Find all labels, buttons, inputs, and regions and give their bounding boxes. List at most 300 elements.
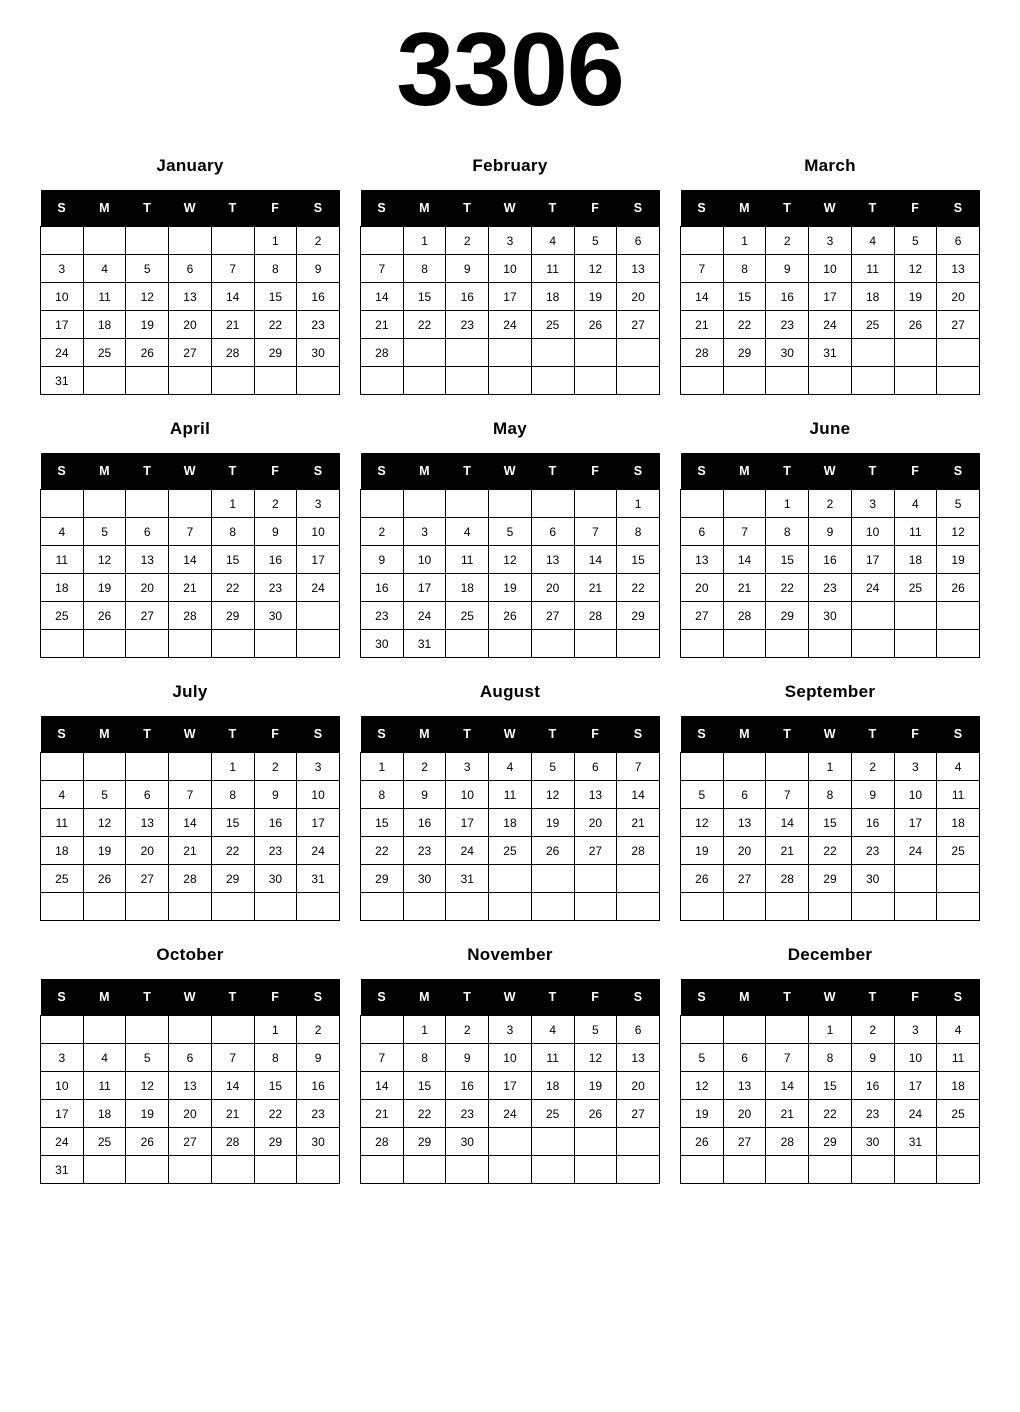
- day-cell[interactable]: 22: [403, 311, 446, 339]
- day-cell[interactable]: 29: [617, 602, 660, 630]
- day-cell[interactable]: 3: [894, 753, 937, 781]
- day-cell[interactable]: 6: [126, 518, 169, 546]
- day-cell[interactable]: 30: [851, 1128, 894, 1156]
- day-cell[interactable]: 28: [574, 602, 617, 630]
- day-cell[interactable]: 12: [489, 546, 532, 574]
- day-cell[interactable]: 14: [766, 1072, 809, 1100]
- day-cell[interactable]: 18: [41, 574, 84, 602]
- day-cell[interactable]: 4: [83, 1044, 126, 1072]
- day-cell[interactable]: 10: [297, 518, 340, 546]
- day-cell[interactable]: 18: [489, 809, 532, 837]
- day-cell[interactable]: 13: [126, 809, 169, 837]
- day-cell[interactable]: 11: [489, 781, 532, 809]
- day-cell[interactable]: 26: [489, 602, 532, 630]
- day-cell[interactable]: 13: [723, 809, 766, 837]
- day-cell[interactable]: 24: [297, 837, 340, 865]
- day-cell[interactable]: 5: [489, 518, 532, 546]
- day-cell[interactable]: 26: [531, 837, 574, 865]
- day-cell[interactable]: 26: [574, 1100, 617, 1128]
- day-cell[interactable]: 11: [894, 518, 937, 546]
- day-cell[interactable]: 30: [403, 865, 446, 893]
- day-cell[interactable]: 20: [574, 809, 617, 837]
- day-cell[interactable]: 10: [41, 283, 84, 311]
- day-cell[interactable]: 11: [83, 1072, 126, 1100]
- day-cell[interactable]: 4: [83, 255, 126, 283]
- day-cell[interactable]: 2: [446, 1016, 489, 1044]
- day-cell[interactable]: 22: [617, 574, 660, 602]
- day-cell[interactable]: 4: [937, 753, 980, 781]
- day-cell[interactable]: 13: [531, 546, 574, 574]
- day-cell[interactable]: 17: [489, 1072, 532, 1100]
- day-cell[interactable]: 5: [681, 781, 724, 809]
- day-cell[interactable]: 5: [126, 255, 169, 283]
- day-cell[interactable]: 18: [446, 574, 489, 602]
- day-cell[interactable]: 10: [894, 1044, 937, 1072]
- day-cell[interactable]: 16: [851, 809, 894, 837]
- day-cell[interactable]: 29: [254, 339, 297, 367]
- day-cell[interactable]: 29: [403, 1128, 446, 1156]
- day-cell[interactable]: 19: [531, 809, 574, 837]
- day-cell[interactable]: 2: [446, 227, 489, 255]
- day-cell[interactable]: 2: [809, 490, 852, 518]
- day-cell[interactable]: 31: [297, 865, 340, 893]
- day-cell[interactable]: 21: [169, 574, 212, 602]
- day-cell[interactable]: 23: [766, 311, 809, 339]
- day-cell[interactable]: 20: [169, 1100, 212, 1128]
- day-cell[interactable]: 6: [617, 227, 660, 255]
- day-cell[interactable]: 8: [211, 518, 254, 546]
- day-cell[interactable]: 6: [723, 1044, 766, 1072]
- day-cell[interactable]: 1: [254, 1016, 297, 1044]
- day-cell[interactable]: 18: [937, 809, 980, 837]
- day-cell[interactable]: 12: [83, 546, 126, 574]
- day-cell[interactable]: 27: [723, 865, 766, 893]
- day-cell[interactable]: 9: [297, 1044, 340, 1072]
- day-cell[interactable]: 29: [211, 865, 254, 893]
- day-cell[interactable]: 14: [169, 546, 212, 574]
- day-cell[interactable]: 12: [126, 1072, 169, 1100]
- day-cell[interactable]: 15: [723, 283, 766, 311]
- day-cell[interactable]: 1: [403, 1016, 446, 1044]
- day-cell[interactable]: 13: [169, 283, 212, 311]
- day-cell[interactable]: 13: [126, 546, 169, 574]
- day-cell[interactable]: 7: [361, 255, 404, 283]
- day-cell[interactable]: 25: [446, 602, 489, 630]
- day-cell[interactable]: 15: [403, 1072, 446, 1100]
- day-cell[interactable]: 27: [126, 602, 169, 630]
- day-cell[interactable]: 1: [254, 227, 297, 255]
- day-cell[interactable]: 14: [361, 1072, 404, 1100]
- day-cell[interactable]: 17: [894, 1072, 937, 1100]
- day-cell[interactable]: 12: [126, 283, 169, 311]
- day-cell[interactable]: 23: [446, 1100, 489, 1128]
- day-cell[interactable]: 27: [723, 1128, 766, 1156]
- day-cell[interactable]: 22: [723, 311, 766, 339]
- day-cell[interactable]: 25: [489, 837, 532, 865]
- day-cell[interactable]: 18: [531, 283, 574, 311]
- day-cell[interactable]: 1: [211, 753, 254, 781]
- day-cell[interactable]: 8: [361, 781, 404, 809]
- day-cell[interactable]: 10: [809, 255, 852, 283]
- day-cell[interactable]: 31: [41, 1156, 84, 1184]
- day-cell[interactable]: 28: [361, 339, 404, 367]
- day-cell[interactable]: 16: [766, 283, 809, 311]
- day-cell[interactable]: 29: [723, 339, 766, 367]
- day-cell[interactable]: 7: [361, 1044, 404, 1072]
- day-cell[interactable]: 16: [361, 574, 404, 602]
- day-cell[interactable]: 7: [723, 518, 766, 546]
- day-cell[interactable]: 25: [41, 865, 84, 893]
- day-cell[interactable]: 28: [361, 1128, 404, 1156]
- day-cell[interactable]: 21: [766, 1100, 809, 1128]
- day-cell[interactable]: 18: [531, 1072, 574, 1100]
- day-cell[interactable]: 15: [617, 546, 660, 574]
- day-cell[interactable]: 19: [126, 1100, 169, 1128]
- day-cell[interactable]: 9: [254, 781, 297, 809]
- day-cell[interactable]: 26: [681, 1128, 724, 1156]
- day-cell[interactable]: 19: [574, 283, 617, 311]
- day-cell[interactable]: 12: [937, 518, 980, 546]
- day-cell[interactable]: 8: [211, 781, 254, 809]
- day-cell[interactable]: 7: [617, 753, 660, 781]
- day-cell[interactable]: 20: [126, 837, 169, 865]
- day-cell[interactable]: 19: [574, 1072, 617, 1100]
- day-cell[interactable]: 3: [403, 518, 446, 546]
- day-cell[interactable]: 13: [617, 255, 660, 283]
- day-cell[interactable]: 23: [809, 574, 852, 602]
- day-cell[interactable]: 23: [851, 837, 894, 865]
- day-cell[interactable]: 28: [617, 837, 660, 865]
- day-cell[interactable]: 18: [894, 546, 937, 574]
- day-cell[interactable]: 17: [851, 546, 894, 574]
- day-cell[interactable]: 7: [211, 255, 254, 283]
- day-cell[interactable]: 31: [403, 630, 446, 658]
- day-cell[interactable]: 23: [297, 1100, 340, 1128]
- day-cell[interactable]: 19: [681, 1100, 724, 1128]
- day-cell[interactable]: 1: [361, 753, 404, 781]
- day-cell[interactable]: 5: [83, 518, 126, 546]
- day-cell[interactable]: 5: [681, 1044, 724, 1072]
- day-cell[interactable]: 1: [809, 753, 852, 781]
- day-cell[interactable]: 16: [446, 283, 489, 311]
- day-cell[interactable]: 19: [894, 283, 937, 311]
- day-cell[interactable]: 14: [169, 809, 212, 837]
- day-cell[interactable]: 16: [254, 809, 297, 837]
- day-cell[interactable]: 8: [617, 518, 660, 546]
- day-cell[interactable]: 21: [361, 1100, 404, 1128]
- day-cell[interactable]: 27: [937, 311, 980, 339]
- day-cell[interactable]: 25: [83, 1128, 126, 1156]
- day-cell[interactable]: 23: [446, 311, 489, 339]
- day-cell[interactable]: 28: [211, 1128, 254, 1156]
- day-cell[interactable]: 10: [41, 1072, 84, 1100]
- day-cell[interactable]: 17: [297, 546, 340, 574]
- day-cell[interactable]: 14: [681, 283, 724, 311]
- day-cell[interactable]: 4: [531, 1016, 574, 1044]
- day-cell[interactable]: 18: [83, 1100, 126, 1128]
- day-cell[interactable]: 10: [446, 781, 489, 809]
- day-cell[interactable]: 4: [937, 1016, 980, 1044]
- day-cell[interactable]: 7: [211, 1044, 254, 1072]
- day-cell[interactable]: 21: [723, 574, 766, 602]
- day-cell[interactable]: 10: [403, 546, 446, 574]
- day-cell[interactable]: 24: [809, 311, 852, 339]
- day-cell[interactable]: 24: [489, 1100, 532, 1128]
- day-cell[interactable]: 25: [83, 339, 126, 367]
- day-cell[interactable]: 9: [809, 518, 852, 546]
- day-cell[interactable]: 1: [211, 490, 254, 518]
- day-cell[interactable]: 17: [41, 1100, 84, 1128]
- day-cell[interactable]: 6: [169, 1044, 212, 1072]
- day-cell[interactable]: 24: [41, 1128, 84, 1156]
- day-cell[interactable]: 17: [894, 809, 937, 837]
- day-cell[interactable]: 8: [403, 1044, 446, 1072]
- day-cell[interactable]: 31: [41, 367, 84, 395]
- day-cell[interactable]: 19: [681, 837, 724, 865]
- day-cell[interactable]: 28: [169, 865, 212, 893]
- day-cell[interactable]: 20: [617, 1072, 660, 1100]
- day-cell[interactable]: 30: [766, 339, 809, 367]
- day-cell[interactable]: 28: [681, 339, 724, 367]
- day-cell[interactable]: 30: [446, 1128, 489, 1156]
- day-cell[interactable]: 23: [361, 602, 404, 630]
- day-cell[interactable]: 7: [766, 781, 809, 809]
- day-cell[interactable]: 6: [937, 227, 980, 255]
- day-cell[interactable]: 9: [851, 781, 894, 809]
- day-cell[interactable]: 24: [894, 1100, 937, 1128]
- day-cell[interactable]: 20: [723, 837, 766, 865]
- day-cell[interactable]: 27: [574, 837, 617, 865]
- day-cell[interactable]: 22: [361, 837, 404, 865]
- day-cell[interactable]: 21: [681, 311, 724, 339]
- day-cell[interactable]: 25: [531, 1100, 574, 1128]
- day-cell[interactable]: 18: [851, 283, 894, 311]
- day-cell[interactable]: 3: [41, 1044, 84, 1072]
- day-cell[interactable]: 5: [937, 490, 980, 518]
- day-cell[interactable]: 6: [681, 518, 724, 546]
- day-cell[interactable]: 30: [297, 339, 340, 367]
- day-cell[interactable]: 10: [894, 781, 937, 809]
- day-cell[interactable]: 15: [254, 1072, 297, 1100]
- day-cell[interactable]: 19: [489, 574, 532, 602]
- day-cell[interactable]: 30: [851, 865, 894, 893]
- day-cell[interactable]: 5: [574, 1016, 617, 1044]
- day-cell[interactable]: 30: [254, 602, 297, 630]
- day-cell[interactable]: 2: [254, 753, 297, 781]
- day-cell[interactable]: 1: [403, 227, 446, 255]
- day-cell[interactable]: 28: [211, 339, 254, 367]
- day-cell[interactable]: 22: [766, 574, 809, 602]
- day-cell[interactable]: 5: [531, 753, 574, 781]
- day-cell[interactable]: 26: [83, 865, 126, 893]
- day-cell[interactable]: 12: [681, 1072, 724, 1100]
- day-cell[interactable]: 2: [361, 518, 404, 546]
- day-cell[interactable]: 12: [531, 781, 574, 809]
- day-cell[interactable]: 19: [937, 546, 980, 574]
- day-cell[interactable]: 12: [894, 255, 937, 283]
- day-cell[interactable]: 27: [126, 865, 169, 893]
- day-cell[interactable]: 26: [681, 865, 724, 893]
- day-cell[interactable]: 11: [937, 1044, 980, 1072]
- day-cell[interactable]: 12: [83, 809, 126, 837]
- day-cell[interactable]: 20: [937, 283, 980, 311]
- day-cell[interactable]: 30: [297, 1128, 340, 1156]
- day-cell[interactable]: 24: [446, 837, 489, 865]
- day-cell[interactable]: 1: [766, 490, 809, 518]
- day-cell[interactable]: 24: [489, 311, 532, 339]
- day-cell[interactable]: 3: [851, 490, 894, 518]
- day-cell[interactable]: 25: [937, 837, 980, 865]
- day-cell[interactable]: 15: [254, 283, 297, 311]
- day-cell[interactable]: 2: [403, 753, 446, 781]
- day-cell[interactable]: 3: [41, 255, 84, 283]
- day-cell[interactable]: 11: [41, 546, 84, 574]
- day-cell[interactable]: 6: [574, 753, 617, 781]
- day-cell[interactable]: 27: [617, 311, 660, 339]
- day-cell[interactable]: 26: [574, 311, 617, 339]
- day-cell[interactable]: 2: [297, 227, 340, 255]
- day-cell[interactable]: 29: [809, 1128, 852, 1156]
- day-cell[interactable]: 20: [617, 283, 660, 311]
- day-cell[interactable]: 29: [766, 602, 809, 630]
- day-cell[interactable]: 4: [41, 781, 84, 809]
- day-cell[interactable]: 23: [254, 837, 297, 865]
- day-cell[interactable]: 8: [254, 255, 297, 283]
- day-cell[interactable]: 6: [531, 518, 574, 546]
- day-cell[interactable]: 30: [809, 602, 852, 630]
- day-cell[interactable]: 11: [531, 255, 574, 283]
- day-cell[interactable]: 9: [297, 255, 340, 283]
- day-cell[interactable]: 6: [169, 255, 212, 283]
- day-cell[interactable]: 24: [41, 339, 84, 367]
- day-cell[interactable]: 8: [403, 255, 446, 283]
- day-cell[interactable]: 31: [809, 339, 852, 367]
- day-cell[interactable]: 11: [851, 255, 894, 283]
- day-cell[interactable]: 6: [723, 781, 766, 809]
- day-cell[interactable]: 7: [169, 781, 212, 809]
- day-cell[interactable]: 22: [403, 1100, 446, 1128]
- day-cell[interactable]: 16: [809, 546, 852, 574]
- day-cell[interactable]: 14: [361, 283, 404, 311]
- day-cell[interactable]: 22: [254, 311, 297, 339]
- day-cell[interactable]: 12: [681, 809, 724, 837]
- day-cell[interactable]: 13: [937, 255, 980, 283]
- day-cell[interactable]: 5: [574, 227, 617, 255]
- day-cell[interactable]: 13: [169, 1072, 212, 1100]
- day-cell[interactable]: 29: [361, 865, 404, 893]
- day-cell[interactable]: 30: [361, 630, 404, 658]
- day-cell[interactable]: 21: [766, 837, 809, 865]
- day-cell[interactable]: 14: [617, 781, 660, 809]
- day-cell[interactable]: 21: [169, 837, 212, 865]
- day-cell[interactable]: 11: [446, 546, 489, 574]
- day-cell[interactable]: 2: [766, 227, 809, 255]
- day-cell[interactable]: 2: [851, 1016, 894, 1044]
- day-cell[interactable]: 20: [126, 574, 169, 602]
- day-cell[interactable]: 17: [403, 574, 446, 602]
- day-cell[interactable]: 10: [851, 518, 894, 546]
- day-cell[interactable]: 22: [211, 837, 254, 865]
- day-cell[interactable]: 23: [403, 837, 446, 865]
- day-cell[interactable]: 8: [809, 781, 852, 809]
- day-cell[interactable]: 26: [83, 602, 126, 630]
- day-cell[interactable]: 4: [41, 518, 84, 546]
- day-cell[interactable]: 10: [489, 255, 532, 283]
- day-cell[interactable]: 6: [617, 1016, 660, 1044]
- day-cell[interactable]: 5: [894, 227, 937, 255]
- day-cell[interactable]: 29: [254, 1128, 297, 1156]
- day-cell[interactable]: 7: [681, 255, 724, 283]
- day-cell[interactable]: 21: [211, 311, 254, 339]
- day-cell[interactable]: 26: [894, 311, 937, 339]
- day-cell[interactable]: 28: [766, 865, 809, 893]
- day-cell[interactable]: 11: [83, 283, 126, 311]
- day-cell[interactable]: 16: [297, 283, 340, 311]
- day-cell[interactable]: 19: [83, 837, 126, 865]
- day-cell[interactable]: 24: [894, 837, 937, 865]
- day-cell[interactable]: 14: [766, 809, 809, 837]
- day-cell[interactable]: 27: [169, 339, 212, 367]
- day-cell[interactable]: 25: [531, 311, 574, 339]
- day-cell[interactable]: 28: [169, 602, 212, 630]
- day-cell[interactable]: 15: [809, 1072, 852, 1100]
- day-cell[interactable]: 16: [851, 1072, 894, 1100]
- day-cell[interactable]: 11: [937, 781, 980, 809]
- day-cell[interactable]: 9: [766, 255, 809, 283]
- day-cell[interactable]: 12: [574, 255, 617, 283]
- day-cell[interactable]: 24: [851, 574, 894, 602]
- day-cell[interactable]: 20: [531, 574, 574, 602]
- day-cell[interactable]: 15: [403, 283, 446, 311]
- day-cell[interactable]: 25: [894, 574, 937, 602]
- day-cell[interactable]: 3: [297, 753, 340, 781]
- day-cell[interactable]: 9: [254, 518, 297, 546]
- day-cell[interactable]: 17: [809, 283, 852, 311]
- day-cell[interactable]: 22: [254, 1100, 297, 1128]
- day-cell[interactable]: 13: [574, 781, 617, 809]
- day-cell[interactable]: 12: [574, 1044, 617, 1072]
- day-cell[interactable]: 8: [723, 255, 766, 283]
- day-cell[interactable]: 28: [723, 602, 766, 630]
- day-cell[interactable]: 15: [809, 809, 852, 837]
- day-cell[interactable]: 2: [297, 1016, 340, 1044]
- day-cell[interactable]: 24: [297, 574, 340, 602]
- day-cell[interactable]: 5: [83, 781, 126, 809]
- day-cell[interactable]: 20: [169, 311, 212, 339]
- day-cell[interactable]: 8: [766, 518, 809, 546]
- day-cell[interactable]: 4: [446, 518, 489, 546]
- day-cell[interactable]: 1: [617, 490, 660, 518]
- day-cell[interactable]: 22: [211, 574, 254, 602]
- day-cell[interactable]: 23: [297, 311, 340, 339]
- day-cell[interactable]: 3: [489, 1016, 532, 1044]
- day-cell[interactable]: 9: [361, 546, 404, 574]
- day-cell[interactable]: 4: [489, 753, 532, 781]
- day-cell[interactable]: 9: [446, 1044, 489, 1072]
- day-cell[interactable]: 29: [809, 865, 852, 893]
- day-cell[interactable]: 15: [766, 546, 809, 574]
- day-cell[interactable]: 7: [574, 518, 617, 546]
- day-cell[interactable]: 6: [126, 781, 169, 809]
- day-cell[interactable]: 30: [254, 865, 297, 893]
- day-cell[interactable]: 20: [723, 1100, 766, 1128]
- day-cell[interactable]: 9: [446, 255, 489, 283]
- day-cell[interactable]: 5: [126, 1044, 169, 1072]
- day-cell[interactable]: 16: [297, 1072, 340, 1100]
- day-cell[interactable]: 13: [681, 546, 724, 574]
- day-cell[interactable]: 18: [83, 311, 126, 339]
- day-cell[interactable]: 27: [531, 602, 574, 630]
